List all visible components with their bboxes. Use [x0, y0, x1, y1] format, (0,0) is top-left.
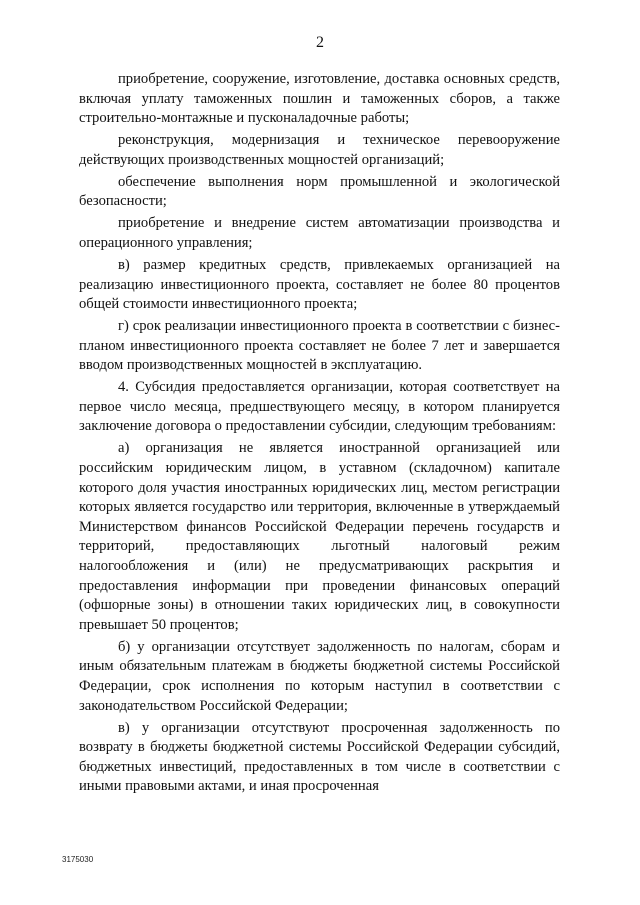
document-body [79, 70, 560, 799]
paragraph: б) у организации отсутствует задолженность по налогам, сборам и иным обязательным платежам в бюджеты бюджетной системы Российской Федерации, срок исполнения по которым наступил в соответствии с законодательством Российской Федерации; [79, 638, 560, 714]
paragraph: 4. Субсидия предоставляется организации, которая соответствует на первое число месяца, предшествующего месяцу, в котором планируется заключение договора о предоставлении субсидии, следующим требованиям: [79, 379, 560, 435]
paragraph: а) организация не является иностранной организацией или российским юридическим лицом, в уставном (складочном) капитале которого доля участия иностранных юридических лиц, местом регистрации которых является государство или территория, включенные в утверждаемый Министерством финансов Российской Федерации перечень государств и территорий, предоставляющих льготный налоговый режим налогообложения и (или) не предусматривающих раскрытия и предоставления информации при проведении финансовых операций (офшорные зоны) в отношении таких юридических лиц, в совокупности превышает 50 процентов; [79, 440, 560, 633]
document-code: 3175030 [62, 855, 94, 864]
paragraph: приобретение и внедрение систем автоматизации производства и операционного управления; [79, 215, 560, 251]
paragraph: обеспечение выполнения норм промышленной и экологической безопасности; [79, 173, 560, 210]
page-number: 2 [316, 34, 324, 51]
paragraph: реконструкция, модернизация и техническое перевооружение действующих производственных мощностей организаций; [79, 132, 560, 168]
paragraph: г) срок реализации инвестиционного проекта в соответствии с бизнес-планом инвестиционного проекта составляет не более 7 лет и завершается вводом производственных мощностей в эксплуатацию. [79, 318, 560, 374]
paragraph: приобретение, сооружение, изготовление, доставка основных средств, включая уплату таможенных пошлин и таможенных сборов, а также строительно-монтажные и пусконаладочные работы; [79, 71, 560, 127]
paragraph: в) размер кредитных средств, привлекаемых организацией на реализацию инвестиционного проекта, составляет не более 80 процентов общей стоимости инвестиционного проекта; [79, 256, 560, 313]
paragraph: в) у организации отсутствуют просроченная задолженность по возврату в бюджеты бюджетной системы Российской Федерации субсидий, бюджетных инвестиций, предоставленных в том числе в соответствии с иными правовыми актами, и иная просроченная [79, 719, 560, 795]
